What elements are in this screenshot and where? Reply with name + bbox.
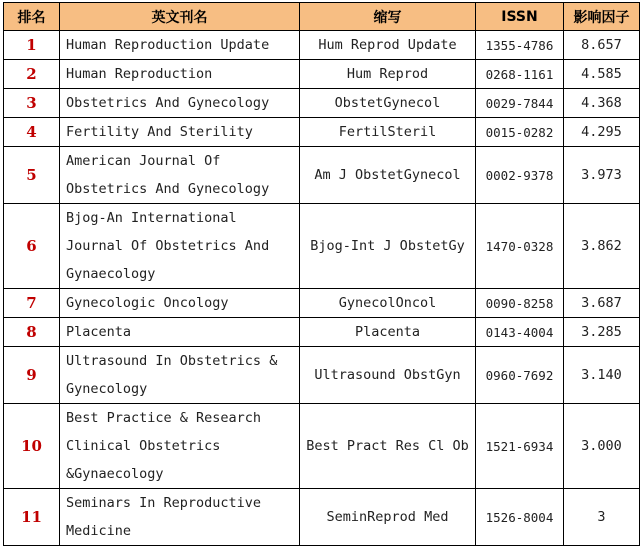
- issn-cell: 1521-6934: [476, 404, 564, 489]
- abbreviation-cell: Hum Reprod: [300, 60, 476, 89]
- impact-factor-cell: 4.368: [564, 89, 640, 118]
- impact-factor-cell: 8.657: [564, 31, 640, 60]
- impact-factor-cell: 3.285: [564, 318, 640, 347]
- impact-factor-cell: 4.295: [564, 118, 640, 147]
- abbreviation-cell: SeminReprod Med: [300, 489, 476, 546]
- table-row: [4, 118, 640, 147]
- title-cell: American Journal Of Obstetrics And Gynecology: [60, 147, 300, 204]
- issn-cell: 1355-4786: [476, 31, 564, 60]
- rank-cell: 1: [4, 31, 60, 60]
- table-row: [4, 147, 640, 204]
- table-row: [4, 347, 640, 404]
- abbreviation-cell: ObstetGynecol: [300, 89, 476, 118]
- abbreviation-cell: Placenta: [300, 318, 476, 347]
- rank-cell: 7: [4, 289, 60, 318]
- impact-factor-cell: 3.000: [564, 404, 640, 489]
- abbreviation-cell: Am J ObstetGynecol: [300, 147, 476, 204]
- title-cell: Seminars In Reproductive Medicine: [60, 489, 300, 546]
- issn-cell: 0143-4004: [476, 318, 564, 347]
- rank-cell: 11: [4, 489, 60, 546]
- table-row: [4, 318, 640, 347]
- abbreviation-cell: FertilSteril: [300, 118, 476, 147]
- rank-cell: 6: [4, 204, 60, 289]
- table-row: [4, 289, 640, 318]
- title-cell: Best Practice & Research Clinical Obstetrics &Gynaecology: [60, 404, 300, 489]
- header-impact-factor: 影响因子: [564, 3, 640, 31]
- issn-cell: 0268-1161: [476, 60, 564, 89]
- issn-cell: 1526-8004: [476, 489, 564, 546]
- rank-cell: 3: [4, 89, 60, 118]
- header-issn: ISSN: [476, 3, 564, 31]
- table-row: [4, 31, 640, 60]
- impact-factor-cell: 3.140: [564, 347, 640, 404]
- issn-cell: 0090-8258: [476, 289, 564, 318]
- issn-cell: 0015-0282: [476, 118, 564, 147]
- title-cell: Placenta: [60, 318, 300, 347]
- title-cell: Human Reproduction Update: [60, 31, 300, 60]
- table-row: [4, 404, 640, 489]
- abbreviation-cell: Hum Reprod Update: [300, 31, 476, 60]
- header-rank: 排名: [4, 3, 60, 31]
- table-row: [4, 89, 640, 118]
- rank-cell: 9: [4, 347, 60, 404]
- impact-factor-cell: 3.687: [564, 289, 640, 318]
- issn-cell: 0960-7692: [476, 347, 564, 404]
- journal-ranking-table: [3, 2, 640, 546]
- impact-factor-cell: 3.973: [564, 147, 640, 204]
- title-cell: Gynecologic Oncology: [60, 289, 300, 318]
- issn-cell: 1470-0328: [476, 204, 564, 289]
- table-row: [4, 489, 640, 546]
- title-cell: Fertility And Sterility: [60, 118, 300, 147]
- rank-cell: 4: [4, 118, 60, 147]
- rank-cell: 5: [4, 147, 60, 204]
- header-abbreviation: 缩写: [300, 3, 476, 31]
- title-cell: Ultrasound In Obstetrics & Gynecology: [60, 347, 300, 404]
- header-row: [4, 3, 640, 31]
- table-row: [4, 204, 640, 289]
- abbreviation-cell: Best Pract Res Cl Ob: [300, 404, 476, 489]
- abbreviation-cell: GynecolOncol: [300, 289, 476, 318]
- title-cell: Obstetrics And Gynecology: [60, 89, 300, 118]
- issn-cell: 0029-7844: [476, 89, 564, 118]
- rank-cell: 8: [4, 318, 60, 347]
- abbreviation-cell: Bjog-Int J ObstetGy: [300, 204, 476, 289]
- rank-cell: 10: [4, 404, 60, 489]
- issn-cell: 0002-9378: [476, 147, 564, 204]
- abbreviation-cell: Ultrasound ObstGyn: [300, 347, 476, 404]
- header-title: 英文刊名: [60, 3, 300, 31]
- title-cell: Human Reproduction: [60, 60, 300, 89]
- impact-factor-cell: 3: [564, 489, 640, 546]
- title-cell: Bjog-An International Journal Of Obstetrics And Gynaecology: [60, 204, 300, 289]
- impact-factor-cell: 4.585: [564, 60, 640, 89]
- impact-factor-cell: 3.862: [564, 204, 640, 289]
- table-row: [4, 60, 640, 89]
- rank-cell: 2: [4, 60, 60, 89]
